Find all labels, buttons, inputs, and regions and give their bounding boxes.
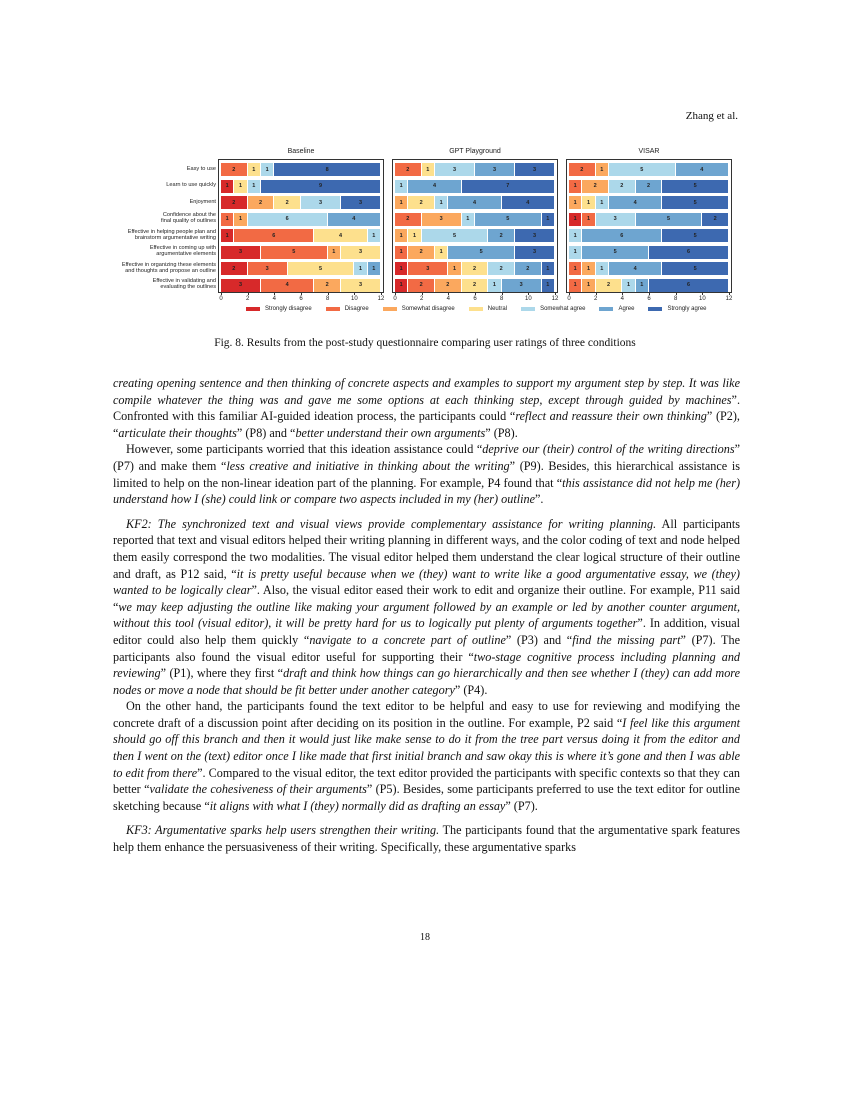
bar-segment: 3: [408, 262, 448, 275]
bar-segment: 4: [408, 180, 461, 193]
text-run: ” (P1), where they first “: [160, 666, 284, 681]
bar-segment: 1: [542, 213, 555, 226]
bar-segment: 2: [314, 279, 341, 292]
x-axis: [393, 294, 557, 304]
page-number: 18: [420, 932, 430, 943]
bar-segment: 1: [422, 163, 435, 176]
bar-segment: 2: [488, 262, 515, 275]
bar-row: [395, 229, 555, 242]
bar-segment: 3: [515, 163, 555, 176]
bar-segment: 1: [569, 262, 582, 275]
legend-item: [469, 306, 507, 312]
bar-segment: 4: [261, 279, 314, 292]
bar-segment: 1: [221, 229, 234, 242]
bar-segment: 2: [221, 163, 248, 176]
x-tick-label: 0: [567, 296, 571, 302]
chart-panel-gpt-playground: [392, 148, 559, 302]
bar-segment: 5: [636, 213, 703, 226]
bar-segment: 2: [408, 196, 435, 209]
bar-segment: 2: [488, 229, 515, 242]
bar-segment: 1: [448, 262, 461, 275]
bar-segment: 1: [368, 229, 381, 242]
legend-label: Strongly agree: [667, 306, 707, 312]
bar-segment: 5: [582, 246, 649, 259]
bar-segment: 6: [649, 279, 729, 292]
italic-quote: it aligns with what I (they) normally did as drafting an essay: [209, 798, 506, 813]
bar-segment: 1: [248, 180, 261, 193]
legend-item: [326, 306, 369, 312]
x-tick-label: 4: [446, 296, 450, 302]
bar-segment: 4: [328, 213, 381, 226]
row-label: Learn to use quickly: [166, 182, 216, 188]
x-tick-label: 0: [393, 296, 397, 302]
bar-segment: 3: [515, 246, 555, 259]
bar-segment: 1: [328, 246, 341, 259]
bar-segment: 1: [596, 163, 609, 176]
italic-quote: validate the cohesiveness of their arguments: [149, 782, 367, 797]
bar-segment: 1: [234, 213, 247, 226]
bar-segment: 2: [582, 180, 609, 193]
bar-segment: 1: [395, 180, 408, 193]
text-run: ” (P2), “: [113, 409, 740, 440]
bar-row: [569, 213, 729, 226]
bar-segment: 2: [274, 196, 301, 209]
bar-segment: 2: [636, 180, 663, 193]
italic-quote: we may keep adjusting the outline like making your argument followed by an example or led by another counter argument, without this tool (visual editor), it will be pretty hard for us to logically put plenty of arguments together: [113, 599, 740, 631]
x-tick-label: 0: [219, 296, 223, 302]
bar-segment: 5: [261, 246, 328, 259]
bar-row: [569, 229, 729, 242]
italic-quote: find the missing part: [572, 632, 681, 647]
bar-segment: 6: [649, 246, 729, 259]
text-run: On the other hand, the participants found the text editor to be helpful and easy to use for reviewing and modifying the concrete draft of a discussion point after deciding on its position in the outline. For example, P2 said “: [113, 699, 740, 730]
bar-segment: 2: [609, 180, 636, 193]
bar-segment: 1: [542, 262, 555, 275]
x-tick-label: 2: [593, 296, 598, 302]
legend-label: Somewhat agree: [540, 306, 586, 312]
legend-label: Somewhat disagree: [401, 306, 455, 312]
paragraph-kf2: [113, 516, 740, 699]
bar-segment: 1: [248, 163, 261, 176]
text-run: ” (P7) and make them “: [113, 442, 740, 473]
text-run: However, some participants worried that this ideation assistance could “: [126, 442, 483, 457]
bar-segment: 1: [395, 229, 408, 242]
text-run: ” (P7). The participants also found the visual editor useful for supporting their “: [113, 632, 741, 664]
paragraph-2: [113, 441, 740, 507]
bar-segment: 6: [234, 229, 314, 242]
bar-segment: 4: [676, 163, 729, 176]
x-tick-label: 8: [673, 296, 678, 302]
bar-row: [221, 246, 381, 259]
bar-segment: 1: [569, 196, 582, 209]
bar-segment: 2: [435, 279, 462, 292]
bar-segment: 1: [395, 279, 408, 292]
bar-segment: 7: [462, 180, 555, 193]
bar-row: [395, 246, 555, 259]
row-label: Effective in coming up with argumentative elements: [149, 245, 216, 257]
row-label: Effective in validating and evaluating the outlines: [152, 278, 216, 290]
x-tick-label: 10: [524, 296, 532, 302]
bar-segment: 1: [395, 262, 408, 275]
italic-quote: KF3: Argumentative sparks help users strengthen their writing.: [126, 823, 440, 838]
bar-segment: 5: [288, 262, 355, 275]
bar-row: [569, 246, 729, 259]
legend-item: [521, 306, 585, 312]
bar-segment: 1: [221, 180, 234, 193]
bar-segment: 1: [221, 213, 234, 226]
bar-segment: 2: [515, 262, 542, 275]
x-tick-label: 12: [725, 296, 733, 302]
bar-segment: 3: [515, 229, 555, 242]
bar-segment: 1: [569, 213, 582, 226]
bar-segment: 3: [422, 213, 462, 226]
bar-segment: 3: [435, 163, 475, 176]
bar-segment: 1: [569, 229, 582, 242]
text-run: ”. In addition, visual editor could also help them quickly “: [113, 616, 740, 647]
bar-segment: 3: [341, 279, 381, 292]
x-tick-label: 4: [272, 296, 276, 302]
bar-row: [569, 163, 729, 176]
x-tick-label: 6: [299, 296, 303, 302]
chart-legend: [246, 306, 707, 312]
italic-quote: deprive our (their) control of the writing directions: [482, 442, 735, 457]
legend-item: [246, 306, 312, 312]
legend-swatch: [326, 307, 340, 311]
bar-segment: 1: [488, 279, 501, 292]
italic-quote: KF2: The synchronized text and visual views provide complementary assistance for writing planning.: [126, 516, 657, 531]
x-tick-label: 12: [377, 296, 385, 302]
bar-row: [395, 213, 555, 226]
italic-quote: less creative and initiative in thinking about the writing: [226, 458, 510, 473]
text-run: ”. Compared to the visual editor, the text editor provided the participants with specific contexts so that they can better “: [113, 765, 740, 797]
bar-segment: 3: [301, 196, 341, 209]
bar-row: [395, 196, 555, 209]
row-label: Effective in helping people plan and brainstorm argumentative writing: [127, 228, 216, 241]
italic-quote: two-stage cognitive process including planning and reviewing: [113, 649, 741, 681]
bar-segment: 6: [582, 229, 662, 242]
bar-segment: 3: [221, 246, 261, 259]
bar-segment: 2: [462, 262, 489, 275]
x-axis: [219, 294, 383, 304]
bar-segment: 1: [582, 262, 595, 275]
bar-segment: 1: [435, 246, 448, 259]
bar-segment: 6: [248, 213, 328, 226]
legend-label: Agree: [618, 306, 635, 312]
bar-segment: 3: [248, 262, 288, 275]
legend-swatch: [599, 307, 613, 311]
legend-label: Disagree: [344, 306, 369, 312]
italic-quote: it is pretty useful because when we (they) want to write like a good argumentative essay, we (they) wanted to be logically clear: [113, 566, 740, 598]
bar-segment: 2: [395, 163, 422, 176]
bar-segment: 2: [395, 213, 422, 226]
bar-segment: 2: [408, 279, 435, 292]
bar-row: [221, 213, 381, 226]
bar-segment: 3: [341, 196, 381, 209]
bar-row: [221, 163, 381, 176]
text-run: ” (P7).: [505, 798, 538, 813]
bar-row: [221, 229, 381, 242]
row-label: Enjoyment: [189, 198, 216, 205]
bar-segment: 1: [569, 279, 582, 292]
bar-segment: 1: [622, 279, 635, 292]
bar-row: [221, 196, 381, 209]
legend-swatch: [469, 307, 483, 311]
bar-segment: 1: [596, 262, 609, 275]
bar-segment: 3: [502, 279, 542, 292]
legend-label: Neutral: [487, 306, 508, 312]
bar-segment: 5: [662, 229, 729, 242]
figure-caption: Fig. 8. Results from the post-study questionnaire comparing user ratings of three conditions: [214, 337, 636, 349]
bar-segment: 1: [408, 229, 421, 242]
panel-title: GPT Playground: [449, 148, 501, 155]
bar-segment: 2: [462, 279, 489, 292]
bar-segment: 1: [368, 262, 381, 275]
bar-segment: 4: [314, 229, 367, 242]
figure-8: [121, 143, 740, 323]
bar-segment: 5: [662, 262, 729, 275]
legend-item: [599, 306, 634, 312]
italic-quote: navigate to a concrete part of outline: [309, 632, 506, 647]
text-run: ”.: [534, 492, 544, 507]
text-run: ”. Confronted with this familiar AI-guided ideation process, the participants could “: [113, 392, 740, 424]
italic-quote: reflect and reassure their own thinking: [515, 409, 707, 424]
running-head: Zhang et al.: [685, 110, 738, 122]
bar-segment: 4: [609, 262, 662, 275]
bar-segment: 2: [221, 262, 248, 275]
text-run: ” (P8) and “: [236, 425, 296, 440]
italic-quote: better understand their own arguments: [295, 425, 486, 440]
bar-row: [395, 279, 555, 292]
bar-row: [221, 279, 381, 292]
bar-segment: 1: [462, 213, 475, 226]
row-label: Easy to use: [186, 165, 216, 172]
text-run: ” (P4).: [454, 682, 488, 697]
bar-row: [395, 262, 555, 275]
bar-row: [569, 279, 729, 292]
x-tick-label: 6: [473, 296, 477, 302]
paragraph-1: [113, 375, 740, 441]
chart-panel-baseline: [218, 148, 385, 302]
bar-segment: 8: [274, 163, 381, 176]
panel-title: Baseline: [287, 148, 315, 155]
bar-row: [569, 180, 729, 193]
bar-segment: 5: [609, 163, 676, 176]
bar-segment: 1: [569, 246, 582, 259]
bar-segment: 5: [662, 180, 729, 193]
bar-segment: 5: [662, 196, 729, 209]
row-label: Confidence about the final quality of outlines: [160, 212, 216, 224]
body-text: [113, 375, 740, 856]
bar-segment: 5: [422, 229, 489, 242]
bar-segment: 3: [221, 279, 261, 292]
bar-segment: 1: [636, 279, 649, 292]
chart-panel-visar: [566, 148, 733, 302]
text-run: ” (P8).: [485, 425, 518, 440]
bar-row: [395, 180, 555, 193]
bar-row: [569, 262, 729, 275]
legend-label: Strongly disagree: [265, 306, 312, 312]
legend-swatch: [246, 307, 260, 311]
bar-segment: 1: [582, 279, 595, 292]
text-run: ”. Also, the visual editor eased their work to edit and organize their outline. For example, P11 said “: [113, 583, 741, 614]
bar-row: [395, 163, 555, 176]
x-tick-label: 6: [647, 296, 651, 302]
x-tick-label: 12: [551, 296, 559, 302]
x-tick-label: 4: [620, 296, 624, 302]
legend-item: [383, 306, 455, 312]
bar-segment: 2: [248, 196, 275, 209]
x-tick-label: 2: [419, 296, 424, 302]
text-run: ” (P3) and “: [505, 632, 573, 647]
bar-segment: 2: [221, 196, 248, 209]
bar-segment: 1: [354, 262, 367, 275]
text-run: ” (P5). Besides, some participants preferred to use the text editor for outline sketching because “: [113, 782, 740, 813]
legend-item: [648, 306, 706, 312]
bar-segment: 1: [582, 213, 595, 226]
bar-segment: 2: [702, 213, 729, 226]
x-tick-label: 8: [325, 296, 330, 302]
italic-quote: I feel like this argument should go off this branch and then it would just like make sense to do it from the tree part versus doing it from the editor and then I went on the (text) editor once I like made that first initial branch and saw okay this is where it’s gone and then I was able to edit from there: [113, 715, 740, 780]
x-tick-label: 10: [350, 296, 358, 302]
paragraph-4: [113, 698, 740, 814]
bar-segment: 2: [596, 279, 623, 292]
bar-segment: 1: [542, 279, 555, 292]
bar-segment: 1: [435, 196, 448, 209]
italic-quote: articulate their thoughts: [118, 425, 237, 440]
text-run: ” (P9). Besides, this hierarchical assistance is limited to help on the non-linear ideation part of the planning. For example, P4 found that “: [113, 458, 740, 490]
bar-segment: 3: [596, 213, 636, 226]
bar-segment: 1: [582, 196, 595, 209]
paragraph-kf3: [113, 822, 740, 855]
bar-segment: 1: [261, 163, 274, 176]
bar-segment: 4: [502, 196, 555, 209]
panel-title: VISAR: [638, 148, 660, 155]
row-label: Effective in organizing these elements and thoughts and propose an outline: [121, 261, 216, 274]
italic-quote: this assistance did not help me (her) understand how I (she) could link or compare two aspects included in my (her) outline: [113, 475, 740, 507]
bar-segment: 2: [408, 246, 435, 259]
bar-segment: 1: [234, 180, 247, 193]
italic-quote: draft and think how things can go hierarchically and then see whether I (they) can add more nodes or move a node that should be fit better under another category: [113, 666, 740, 697]
text-run: The participants found that the argumentative spark features help them enhance the persuasiveness of their writing. Specifically, these argumentative sparks: [113, 823, 740, 855]
legend-swatch: [648, 307, 662, 311]
bar-segment: 1: [596, 196, 609, 209]
bar-segment: 1: [395, 246, 408, 259]
bar-segment: 2: [569, 163, 596, 176]
bar-row: [569, 196, 729, 209]
bar-segment: 3: [475, 163, 515, 176]
italic-quote: creating opening sentence and then thinking of concrete aspects and examples to support my argument step by step. It was like compile whatever the thing was and gave me some options at each thinking step, except through guided by machines: [113, 376, 740, 407]
x-tick-label: 10: [698, 296, 706, 302]
bar-row: [221, 262, 381, 275]
bar-segment: 4: [609, 196, 662, 209]
bar-row: [221, 180, 381, 193]
bar-segment: 1: [569, 180, 582, 193]
legend-swatch: [383, 307, 397, 311]
bar-segment: 5: [448, 246, 515, 259]
x-tick-label: 2: [245, 296, 250, 302]
text-run: All participants reported that text and visual editors helped their writing planning in different ways, and the color coding of text and node helped them easily correspond the two modalities. The visual editor helped them understand the clear logical structure of their outline and draft, as P12 said, “: [113, 516, 740, 581]
bar-segment: 4: [448, 196, 501, 209]
x-tick-label: 8: [499, 296, 504, 302]
bar-segment: 3: [341, 246, 381, 259]
bar-segment: 1: [395, 196, 408, 209]
legend-swatch: [521, 307, 535, 311]
bar-segment: 9: [261, 180, 381, 193]
bar-segment: 5: [475, 213, 542, 226]
x-axis: [567, 294, 731, 304]
